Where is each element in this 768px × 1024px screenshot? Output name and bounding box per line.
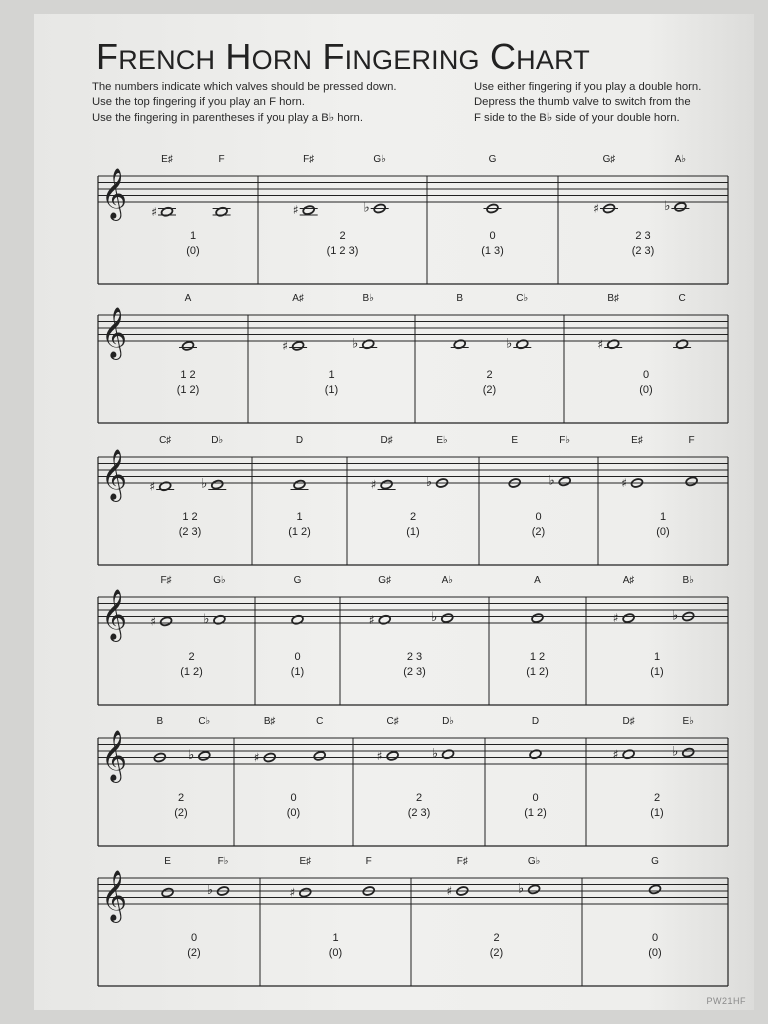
bb-horn-fingering: (0) <box>648 947 662 959</box>
bb-horn-fingering: (0) <box>328 947 343 959</box>
intro-line: Depress the thumb valve to switch from the <box>474 96 691 109</box>
note-name: D <box>531 716 540 727</box>
whole-note-icon <box>386 751 399 761</box>
note-name: C <box>678 293 686 304</box>
flat-icon: ♭ <box>664 198 671 214</box>
flat-icon: ♭ <box>517 881 525 897</box>
staff-row <box>98 154 728 284</box>
page-title: FRENCH HORN FINGERING CHART <box>96 36 590 77</box>
fingering-cell <box>593 154 689 257</box>
note-name: G♭ <box>527 856 541 867</box>
f-horn-fingering: 0 <box>294 651 301 663</box>
note-name: C♯ <box>386 716 399 727</box>
bb-horn-fingering: (0) <box>186 245 200 257</box>
note-name: E♯ <box>299 856 312 867</box>
whole-note-icon <box>441 613 454 623</box>
fingering-cell <box>177 293 200 396</box>
bb-horn-fingering: (2 3) <box>631 245 655 257</box>
note-name: G <box>293 575 302 586</box>
f-horn-fingering: 2 <box>339 230 346 242</box>
bb-horn-fingering: (1) <box>650 666 664 678</box>
f-horn-fingering: 0 <box>290 792 297 804</box>
f-horn-fingering: 2 <box>409 511 417 523</box>
treble-clef-icon: 𝄞 <box>101 870 128 921</box>
fingering-cell <box>621 435 698 538</box>
fingering-cell <box>451 293 532 396</box>
flat-icon: ♭ <box>425 475 433 490</box>
note-name: E♭ <box>682 716 694 727</box>
note-name: B♯ <box>607 293 620 304</box>
whole-note-icon <box>211 479 224 489</box>
fingering-cell <box>369 575 454 678</box>
bb-horn-fingering: (2) <box>531 526 546 538</box>
sharp-icon: ♯ <box>368 612 375 627</box>
bb-horn-fingering: (0) <box>639 384 653 396</box>
note-name: G♯ <box>378 575 392 586</box>
whole-note-icon <box>682 747 695 757</box>
bb-horn-fingering: (2) <box>482 384 497 396</box>
intro-line: F side to the B♭ side of your double horn. <box>474 111 680 124</box>
note-name: D♭ <box>442 716 455 727</box>
note-name: G <box>651 856 659 867</box>
f-horn-fingering: 1 2 <box>182 511 198 523</box>
bb-horn-fingering: (1 3) <box>481 245 504 257</box>
whole-note-icon <box>302 205 315 215</box>
note-name: A♯ <box>292 293 304 304</box>
intro-line: Use either fingering if you play a double horn. <box>474 81 702 93</box>
note-name: D♭ <box>211 435 224 446</box>
sharp-icon: ♯ <box>593 201 599 216</box>
fingering-cell <box>524 716 547 819</box>
flat-icon: ♭ <box>206 883 214 898</box>
treble-clef-icon: 𝄞 <box>101 307 128 358</box>
note-name: F♭ <box>559 435 571 446</box>
fingering-cell <box>254 716 326 819</box>
fingering-cell <box>150 575 226 678</box>
bb-horn-fingering: (1 2 3) <box>326 245 359 257</box>
f-horn-fingering: 2 3 <box>635 230 651 242</box>
note-name: E♯ <box>161 154 173 165</box>
note-name: E <box>511 435 519 446</box>
note-name: A♭ <box>441 575 453 586</box>
note-name: C♭ <box>516 293 529 304</box>
note-name: F♯ <box>303 154 315 165</box>
note-name: A♭ <box>674 154 687 165</box>
whole-note-icon <box>674 202 687 212</box>
bb-horn-fingering: (1) <box>324 384 339 396</box>
footer-code: PW21HF <box>706 996 746 1006</box>
f-horn-fingering: 2 <box>653 792 661 804</box>
sharp-icon: ♯ <box>149 479 156 494</box>
f-horn-fingering: 1 2 <box>529 651 546 663</box>
bb-horn-fingering: (0) <box>656 526 670 538</box>
fingering-cell <box>597 293 691 396</box>
note-name: F <box>365 856 372 867</box>
fingering-cell <box>153 716 210 819</box>
sharp-icon: ♯ <box>621 476 627 490</box>
sharp-icon: ♯ <box>292 203 299 218</box>
flat-icon: ♭ <box>672 744 679 760</box>
bb-horn-fingering: (1 2) <box>288 526 311 538</box>
flat-icon: ♭ <box>363 200 370 216</box>
intro-line: The numbers indicate which valves should be pressed down. <box>92 81 397 93</box>
bb-horn-fingering: (2 3) <box>407 807 431 819</box>
fingering-cell <box>288 435 311 538</box>
fingering-cell <box>648 856 661 959</box>
bb-horn-fingering: (1) <box>290 666 305 678</box>
bb-horn-fingering: (2) <box>187 947 201 959</box>
intro-line: Use the top fingering if you play an F horn. <box>92 96 305 109</box>
fingering-cell <box>291 575 304 678</box>
f-horn-fingering: 2 <box>177 792 185 804</box>
staff-row <box>98 575 728 705</box>
f-horn-fingering: 0 <box>642 369 650 381</box>
note-name: G♯ <box>602 154 616 165</box>
fingering-cell <box>481 154 504 257</box>
fingering-cell <box>151 154 230 257</box>
bb-horn-fingering: (2 3) <box>403 666 426 678</box>
bb-horn-fingering: (1 2) <box>180 666 203 678</box>
note-name: C <box>316 716 324 727</box>
bb-horn-fingering: (1 2) <box>524 807 547 819</box>
flat-icon: ♭ <box>548 473 555 489</box>
sharp-icon: ♯ <box>151 204 157 219</box>
whole-note-icon <box>160 616 173 626</box>
note-name: G♭ <box>373 154 386 165</box>
sharp-icon: ♯ <box>597 337 604 352</box>
bb-horn-fingering: (0) <box>286 807 301 819</box>
fingering-cell <box>293 154 389 257</box>
treble-clef-icon: 𝄞 <box>101 589 128 640</box>
sharp-icon: ♯ <box>253 750 260 765</box>
flat-icon: ♭ <box>352 336 359 352</box>
note-name: B <box>156 716 164 727</box>
note-name: D♯ <box>380 435 393 446</box>
whole-note-icon <box>380 479 393 489</box>
flat-icon: ♭ <box>201 476 208 492</box>
treble-clef-icon: 𝄞 <box>101 168 128 219</box>
f-horn-fingering: 1 2 <box>180 369 196 381</box>
whole-note-icon <box>685 476 698 486</box>
flat-icon: ♭ <box>431 610 438 626</box>
note-name: C♭ <box>198 716 211 727</box>
note-name: F♯ <box>456 856 468 867</box>
f-horn-fingering: 0 <box>651 932 659 944</box>
bb-horn-fingering: (2) <box>489 947 504 959</box>
sharp-icon: ♯ <box>289 885 296 900</box>
staff-row <box>98 856 728 986</box>
flat-icon: ♭ <box>431 746 439 762</box>
fingering-cell <box>371 435 449 538</box>
fingering-cell <box>289 856 375 959</box>
fingering-cell <box>613 716 695 819</box>
fingering-cell <box>161 856 229 959</box>
intro-line: Use the fingering in parentheses if you play a B♭ horn. <box>92 111 363 124</box>
bb-horn-fingering: (1) <box>650 807 664 819</box>
whole-note-icon <box>292 341 305 351</box>
whole-note-icon <box>299 887 312 897</box>
whole-note-icon <box>182 341 195 351</box>
note-name: E <box>164 856 171 867</box>
flat-icon: ♭ <box>188 747 195 763</box>
note-name: G♭ <box>213 575 226 586</box>
f-horn-fingering: 1 <box>296 511 303 523</box>
f-horn-fingering: 0 <box>190 932 198 944</box>
f-horn-fingering: 2 <box>415 792 423 804</box>
f-horn-fingering: 2 <box>188 651 195 663</box>
note-name: B♭ <box>362 293 374 304</box>
f-horn-fingering: 2 <box>486 369 493 381</box>
staff-row <box>98 716 728 846</box>
fingering-cell <box>613 575 695 678</box>
note-name: E♭ <box>436 435 448 446</box>
whole-note-icon <box>198 751 211 761</box>
note-name: A <box>534 575 541 586</box>
note-name: A♯ <box>622 575 635 586</box>
chart-page <box>34 14 754 1010</box>
sharp-icon: ♯ <box>376 748 383 763</box>
treble-clef-icon: 𝄞 <box>101 449 128 500</box>
sharp-icon: ♯ <box>282 338 289 353</box>
note-name: B <box>456 293 464 304</box>
sharp-icon: ♯ <box>150 614 157 629</box>
sharp-icon: ♯ <box>612 747 619 762</box>
note-name: C♯ <box>159 435 172 446</box>
whole-note-icon <box>313 751 326 761</box>
fingering-cell <box>149 435 226 538</box>
whole-note-icon <box>531 613 544 623</box>
note-name: A <box>184 293 192 304</box>
staff-row <box>98 293 728 423</box>
whole-note-icon <box>622 613 635 623</box>
fingering-cell <box>377 716 455 819</box>
note-name: F <box>688 435 695 446</box>
bb-horn-fingering: (1 2) <box>526 666 549 678</box>
f-horn-fingering: 1 <box>332 932 339 944</box>
fingering-staves <box>34 14 754 1010</box>
fingering-cell <box>446 856 540 959</box>
f-horn-fingering: 0 <box>535 511 542 523</box>
note-name: G <box>488 154 497 165</box>
fingering-cell <box>282 293 377 396</box>
flat-icon: ♭ <box>203 611 210 627</box>
flat-icon: ♭ <box>672 608 679 624</box>
note-name: D <box>295 435 304 446</box>
note-name: E♯ <box>631 435 643 446</box>
f-horn-fingering: 1 <box>659 511 667 523</box>
flat-icon: ♭ <box>506 336 513 352</box>
fingering-cell <box>508 435 571 538</box>
note-name: F <box>218 154 225 165</box>
f-horn-fingering: 2 <box>493 932 500 944</box>
note-name: F♯ <box>160 575 172 586</box>
bb-horn-fingering: (1) <box>406 526 420 538</box>
sharp-icon: ♯ <box>612 611 619 626</box>
note-name: F♭ <box>217 856 229 867</box>
whole-note-icon <box>649 884 662 894</box>
note-name: D♯ <box>622 716 635 727</box>
whole-note-icon <box>161 887 174 897</box>
f-horn-fingering: 2 3 <box>406 651 423 663</box>
f-horn-fingering: 0 <box>489 230 496 242</box>
whole-note-icon <box>293 479 306 489</box>
sharp-icon: ♯ <box>446 884 453 898</box>
staff-row <box>98 435 728 565</box>
treble-clef-icon: 𝄞 <box>101 730 128 781</box>
whole-note-icon <box>558 476 571 486</box>
f-horn-fingering: 0 <box>532 792 539 804</box>
fingering-cell <box>526 575 549 678</box>
whole-note-icon <box>528 884 541 894</box>
sharp-icon: ♯ <box>370 477 377 492</box>
note-name: B♭ <box>682 575 694 586</box>
bb-horn-fingering: (2) <box>174 807 188 819</box>
note-name: B♯ <box>263 716 276 727</box>
f-horn-fingering: 1 <box>328 369 335 381</box>
f-horn-fingering: 1 <box>653 651 661 663</box>
bb-horn-fingering: (2 3) <box>178 526 202 538</box>
f-horn-fingering: 1 <box>189 230 197 242</box>
bb-horn-fingering: (1 2) <box>176 384 200 396</box>
